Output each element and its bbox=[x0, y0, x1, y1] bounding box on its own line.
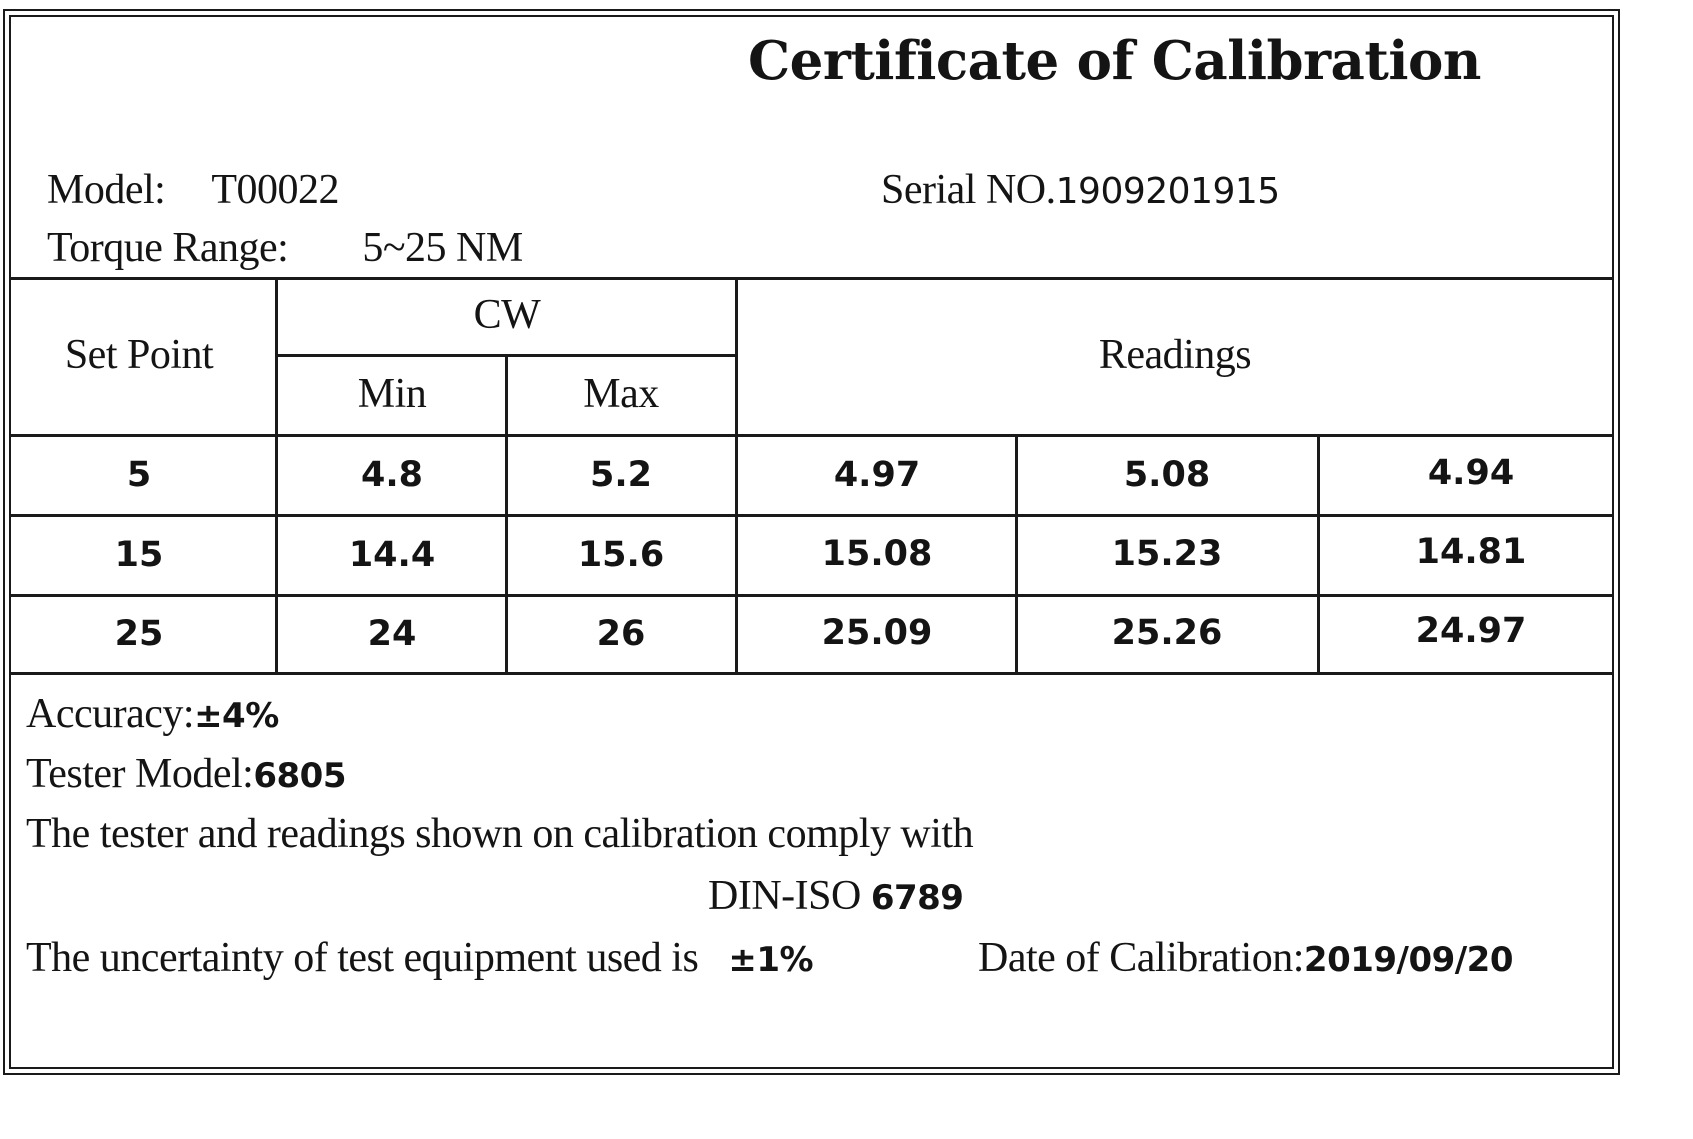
date-label: Date of Calibration: bbox=[978, 935, 1304, 981]
cell-min: 14.4 bbox=[348, 535, 436, 575]
cell-reading: 4.94 bbox=[1427, 453, 1515, 493]
tester-model-label: Tester Model: bbox=[26, 751, 254, 797]
col-rule-reading-2 bbox=[1317, 434, 1320, 675]
accuracy-line bbox=[26, 690, 279, 738]
torque-range-line bbox=[47, 224, 523, 272]
cell-reading: 14.81 bbox=[1415, 532, 1527, 572]
cell-reading: 25.09 bbox=[821, 613, 933, 653]
tester-model-value: 6805 bbox=[253, 756, 346, 796]
col-rule-reading-1 bbox=[1015, 434, 1018, 675]
standard-line bbox=[708, 872, 963, 920]
cell-reading: 4.97 bbox=[833, 455, 921, 495]
standard-label: DIN-ISO bbox=[708, 873, 861, 919]
calibration-table bbox=[9, 277, 1614, 675]
model-value: T00022 bbox=[211, 167, 339, 213]
serial-value: 1909201915 bbox=[1055, 171, 1280, 212]
header-readings: Readings bbox=[1098, 332, 1252, 378]
compliance-line: The tester and readings shown on calibration comply with bbox=[26, 811, 974, 857]
col-rule-cw bbox=[735, 277, 738, 675]
torque-range-value: 5~25 NM bbox=[362, 225, 523, 271]
header-bottom-rule bbox=[9, 434, 1614, 437]
header-min: Min bbox=[357, 371, 427, 417]
torque-range-label: Torque Range: bbox=[47, 225, 289, 271]
col-rule-setpoint bbox=[275, 277, 278, 675]
uncertainty-line bbox=[26, 934, 813, 982]
row-rule-1 bbox=[9, 514, 1614, 517]
serial-label: Serial NO. bbox=[881, 167, 1056, 213]
header-cw: CW bbox=[473, 292, 541, 338]
cell-setpoint: 5 bbox=[126, 455, 152, 495]
tester-model-line bbox=[26, 750, 346, 798]
header-max: Max bbox=[583, 371, 659, 417]
cell-max: 15.6 bbox=[577, 535, 665, 575]
uncertainty-text: The uncertainty of test equipment used is bbox=[26, 935, 699, 981]
accuracy-value: ±4% bbox=[194, 696, 279, 736]
table-bottom-rule bbox=[9, 672, 1614, 675]
cell-reading: 15.23 bbox=[1111, 534, 1223, 574]
cell-min: 4.8 bbox=[360, 455, 424, 495]
cell-reading: 5.08 bbox=[1123, 455, 1211, 495]
cell-reading: 25.26 bbox=[1111, 613, 1223, 653]
serial-line bbox=[881, 166, 1280, 214]
uncertainty-value: ±1% bbox=[728, 940, 814, 980]
cell-max: 26 bbox=[596, 614, 646, 654]
certificate-title: Certificate of Calibration bbox=[748, 30, 1481, 92]
accuracy-label: Accuracy: bbox=[26, 691, 195, 737]
model-label: Model: bbox=[47, 167, 166, 213]
date-value: 2019/09/20 bbox=[1303, 940, 1513, 980]
cell-reading: 24.97 bbox=[1415, 611, 1527, 651]
cell-reading: 15.08 bbox=[821, 534, 933, 574]
cell-setpoint: 25 bbox=[114, 614, 164, 654]
cell-setpoint: 15 bbox=[114, 535, 164, 575]
cell-max: 5.2 bbox=[589, 455, 653, 495]
cell-min: 24 bbox=[367, 614, 417, 654]
col-rule-min bbox=[505, 354, 508, 675]
header-set-point: Set Point bbox=[64, 332, 214, 378]
date-line bbox=[978, 934, 1513, 982]
standard-number: 6789 bbox=[870, 878, 964, 918]
model-line bbox=[47, 166, 339, 214]
row-rule-2 bbox=[9, 594, 1614, 597]
table-top-rule bbox=[9, 277, 1614, 280]
